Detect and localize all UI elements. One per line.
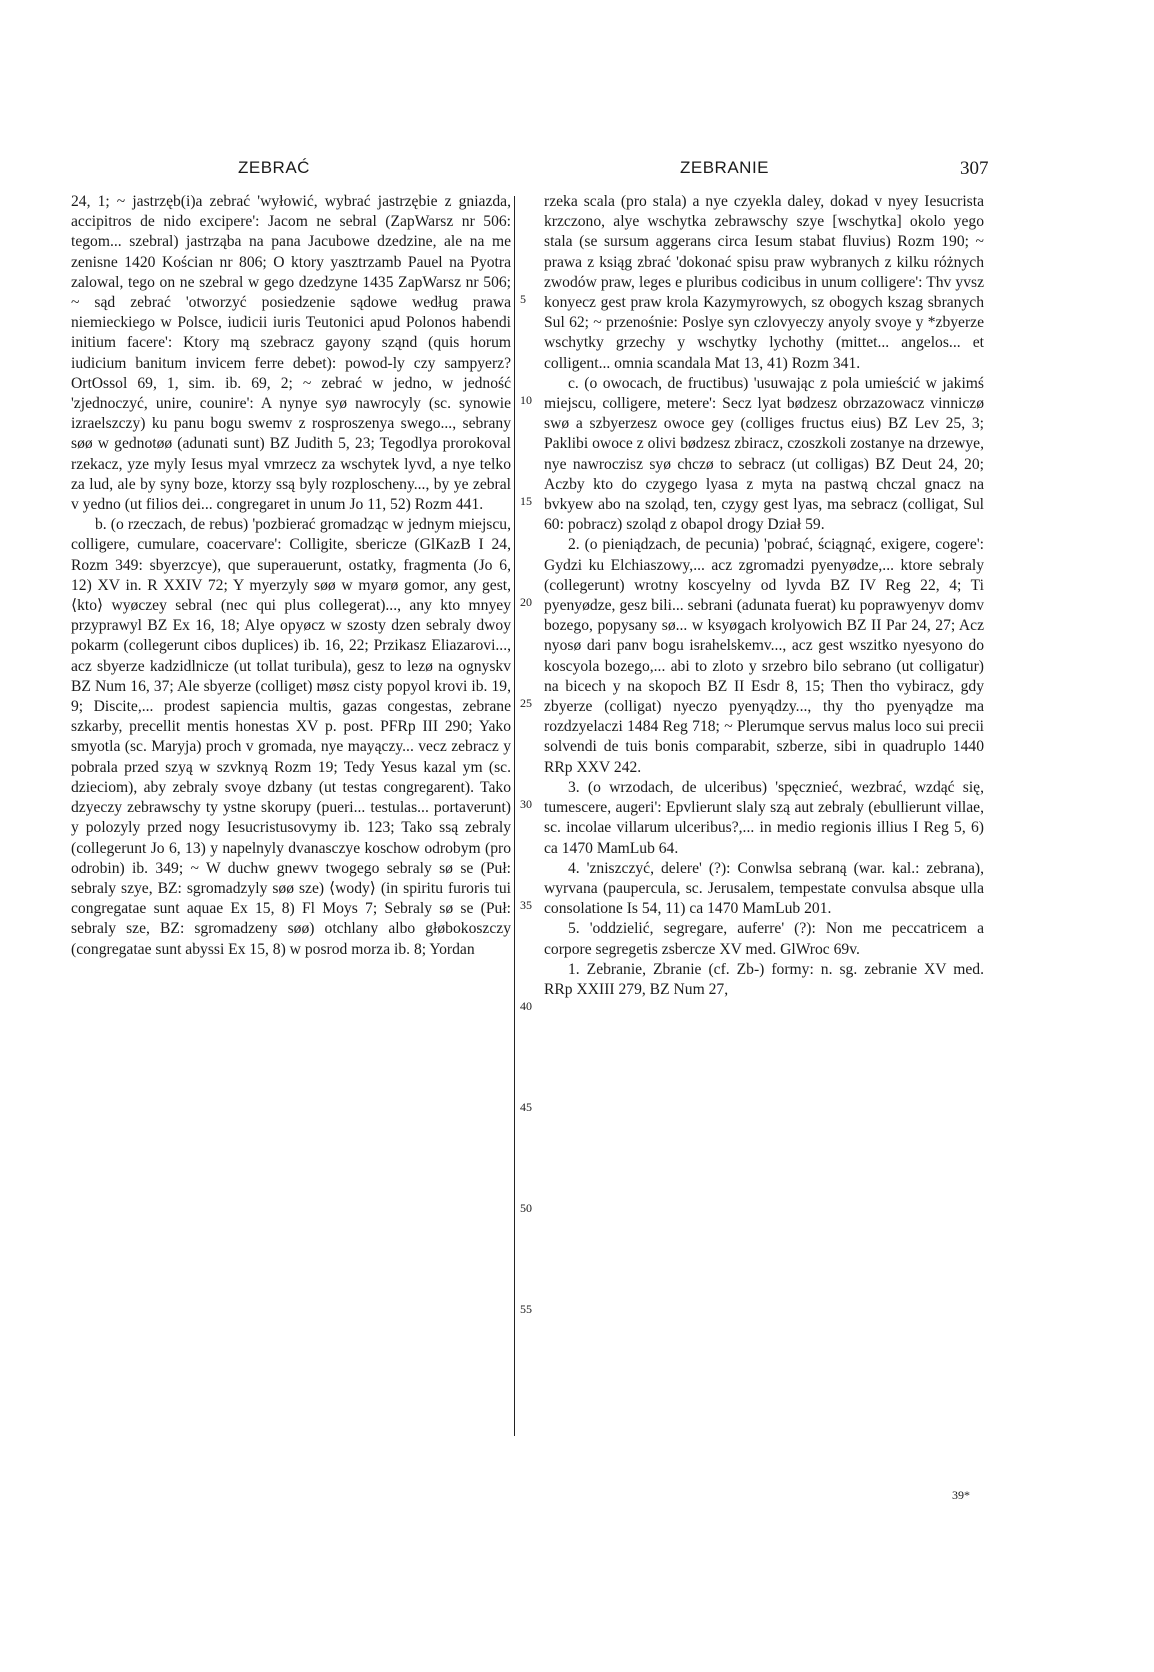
page-number: 307 bbox=[960, 158, 989, 179]
line-number: 20 bbox=[520, 595, 532, 609]
entry-paragraph: rzeka scala (pro stala) a nye czyekla daley, dokad v nyey Iesucrista krzczono, alye wschytka zebrawschy szye [wschytka] okolo yego stala (se sursum aggerans circa Iesum stabat fluvius) Rozm 190; ~ prawa z ksiąg zbrać 'dokonać spisu praw wybranych z kilku różnych zwodów praw, leges e pluribus codicibus in unum colligere': Thv yvsz konyecz gest praw krola Kazymyrowych, sz obogych kszag sbranych Sul 62; ~ przenośnie: Poslye syn czlovyeczy anyoly svoye y *zbyerze wschytky grzechy y wschytky lychothy (mittet... angelos... et colligent... omnia scandala Mat 13, 41) Rozm 341. bbox=[544, 193, 984, 372]
line-number: 25 bbox=[520, 696, 532, 710]
running-head-left: ZEBRAĆ bbox=[238, 158, 310, 177]
left-column bbox=[71, 192, 511, 960]
entry-paragraph: 24, 1; ~ jastrzęb(i)a zebrać 'wyłowić, wybrać jastrzębie z gniazda, accipitros de nido excipere': Jacom ne sebral (ZapWarsz nr 506: tegom... szebral) jastrząba na pana Jacubowe dzedzine, ale na me zenisne 1420 Kościan nr 806; O ktory yasztrzamb Pauel na Pyotra zalowal, tego on ne szebral w gego dzedzyne 1435 ZapWarsz nr 506; ~ sąd zebrać 'otworzyć posiedzenie sądowe według prawa niemieckiego w Polsce, iudicii iuris Teutonici apud Polonos habendi initium facere': Ktory mą szebracz gayony sząnd (quis horum iudicium banitum invicem ferre debet): powod-ly czy sampyerz? OrtOssol 69, 1, sim. ib. 69, 2; ~ zebrać w jedno, w jedność 'zjednoczyć, unire, counire': A nynye syø nawrocyly (sc. synowie izraelszczy) ku panu bogu swemv z rosproszenya swego..., sebrany søø w gednotøø (adunati sunt) BZ Judith 5, 23; Tegodlya prorokoval rzekacz, yze myly Iesus myal vmrzecz za wschytek lyvd, a nye telko za lud, ale by syny boze, ktorzy ssą byly rozploscheny..., by ye zebral v yedno (ut filios dei... congregaret in unum Jo 11, 52) Rozm 441. bbox=[71, 193, 511, 514]
line-number: 40 bbox=[520, 999, 532, 1013]
line-number: 55 bbox=[520, 1302, 532, 1316]
line-number: 10 bbox=[520, 393, 532, 407]
line-number: 50 bbox=[520, 1201, 532, 1215]
entry-paragraph: c. (o owocach, de fructibus) 'usuwając z pola umieścić w jakimś miejscu, colligere, metere': Secz lyat bødzesz obrzazowacz vinniczø swø a szbyerzesz owoce gey (colliges fructus eius) BZ Lev 25, 3; Paklibi owoce z olivi bødzesz zbiracz, czoszkoli zostanye na drzewye, nye nawroczisz syø chczø to sebracz (ut colligas) BZ Deut 24, 20; Aczby kto do czygego lyasa z myta na pastwą chczal gnacz na bvkyew abo na szoląd, ten, czygy gest lyas, ma sebracz (colligat, Sul 60: pobracz) szoląd z obapol drogy Dział 59. bbox=[544, 374, 984, 534]
line-number: 35 bbox=[520, 898, 532, 912]
running-head-center: ZEBRANIE bbox=[680, 158, 770, 177]
column-divider bbox=[514, 196, 515, 1436]
entry-paragraph: b. (o rzeczach, de rebus) 'pozbierać gromadząc w jednym miejscu, colligere, cumulare, coacervare': Colligite, sbericze (GlKazB I 24, Rozm 349: sbyerzcye), que superauerunt, ostatky, fragmenta (Jo 6, 12) XV in. R XXIV 72; Y myerzyly søø w myarø gomor, any gest, ⟨kto⟩ wyøczey sebral (nec qui plus collegerat)..., any kto mnyey przyprawyl BZ Ex 16, 18; Alye opyøcz w szosty dzen sebraly dwoy pokarm (collegerunt cibos duplices) ib. 16, 22; Przikasz Eliazarovi..., acz sbyerze kadzidlnicze (ut tollat turibula), gesz to lezø na ognyskv BZ Num 16, 37; Ale sbyerze (colliget) møsz cisty popyol krovi ib. 19, 9; Discite,... prodest sapiencia multis, gazas congestas, zebrane szkarby, precellit mentis honestas XV p. post. PFRp III 290; Yako smyotla (sc. Maryja) proch v gromada, nye mayączy... vecz zebracz y pobrala przed szyą w szvknyą Rozm 19; Tedy Yesus kazal ym (sc. dzieciom), aby zebraly svoye dzbany (ut testas congregarent). Tako dzyeczy zebrawschy ty ystne skorupy (pueri... testulas... portaverunt) y polozyly przed nogy Iesucristusovymy ib. 123; Tako ssą zebraly (collegerunt Jo 6, 13) y napelnyly dvanasczye koschow odrobym (pro odrobin) ib. 349; ~ W duchw gnewv twogego sebraly sø se (Puł: sebraly szye, BZ: sgromadzyly søø sze) ⟨wody⟩ (in spiritu furoris tui congregatae sunt aquae Ex 15, 8) Fl Moys 7; Sebraly sø se (Puł: sebraly sze, BZ: sgromadzeny søø) otchlany albo głøbokoszczy (congregatae sunt abyssi Ex 15, 8) w posrod morza ib. 8; Yordan bbox=[71, 516, 511, 958]
line-number: 30 bbox=[520, 797, 532, 811]
line-number: 45 bbox=[520, 1100, 532, 1114]
right-column bbox=[544, 192, 984, 1000]
line-number: 5 bbox=[520, 292, 526, 306]
printer-signature: 39* bbox=[952, 1488, 970, 1502]
line-number: 15 bbox=[520, 494, 532, 508]
entry-paragraph: 5. 'oddzielić, segregare, auferre' (?): Non me peccatricem a corpore segregetis zsbercze XV med. GlWroc 69v. bbox=[544, 920, 984, 958]
entry-paragraph: 2. (o pieniądzach, de pecunia) 'pobrać, ściągnąć, exigere, cogere': Gydzi ku Elchiaszowy,... acz zgromadzi pyenyødze,... ktore sebraly (collegerunt) wrotny koscyelny od lyvda BZ IV Reg 22, 4; Ti pyenyødze, gesz bili... sebrani (adunata fuerat) ku poprawyenyv domv bozego, popysany sø... w ksyøgach krolyowich BZ II Par 24, 27; Acz nyosø dari panv bogu israhelskemv..., acz gest wszitko nyesyono do koscyola bozego,... abi to zloto y srzebro bilo sebrano (ut colligatur) na bicech y na skopoch BZ II Esdr 8, 15; Then tho vybiracz, gdy zbyerze (colligat) nyeczo pyenyądzy..., thy tho pyenyądze ma rozdzyelaczi 1484 Reg 718; ~ Plerumque servus malus loco sui precii solvendi de tuis bonis comparabit, szberze, sibi in quadruplo 1440 RRp XXV 242. bbox=[544, 536, 984, 776]
entry-paragraph: 4. 'zniszczyć, delere' (?): Conwlsa sebraną (war. kal.: zebrana), wyrvana (paupercula, sc. Jerusalem, tempestate convulsa absque ulla consolatione Is 54, 11) ca 1470 MamLub 201. bbox=[544, 859, 984, 918]
entry-paragraph: 3. (o wrzodach, de ulceribus) 'spęcznieć, wezbrać, wzdąć się, tumescere, augeri': Epvlierunt slaly szą aut zebraly (ebullierunt villae, sc. incolae villarum ulceribus?,... in medio regionis illius I Reg 5, 6) ca 1470 MamLub 64. bbox=[544, 778, 984, 857]
entry-paragraph: 1. Zebranie, Zbranie (cf. Zb-) formy: n. sg. zebranie XV med. RRp XXIII 279, BZ Num 27, bbox=[544, 960, 984, 998]
